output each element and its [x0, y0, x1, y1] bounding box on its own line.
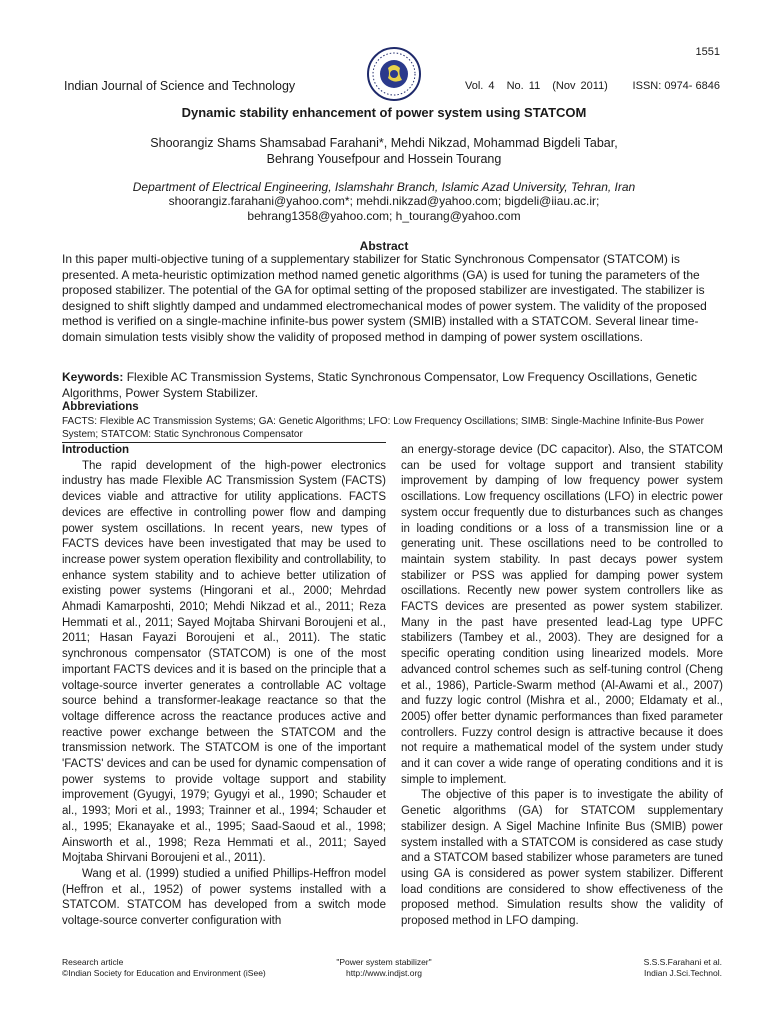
authors-line-2: Behrang Yousefpour and Hossein Tourang	[266, 151, 502, 166]
footer-right	[644, 957, 722, 979]
journal-url: http://www.indjst.org	[345, 968, 423, 978]
introduction-paragraph-1: The rapid development of the high-power electronics industry has made Flexible AC Transmission System (FACTS) devices viable and attractive for utility applications. FACTS devices are effective in controlling power flow and damping power system oscillations. In recent years, new types of FACTS devices have been investigated that may be used to increase power system operation flexibility and controllability, to enhance system stability and to achieve better utilization of existing power systems (Hingorani et al., 2000; Mehrdad Ahmadi Kamarposhti, 2010; Mehdi Nikzad et al., 2011; Reza Hemmati et al., 2011; Sayed Mojtaba Shirvani Boroujeni et al., 2011; Hasan Fayazi Boroujeni et al., 2011). The static synchronous compensator (STATCOM) is one of the most important FACTS devices and it is based on the principle that a voltage-source inverter generates a controllable AC voltage source behind a transformer-leakage reactance so that the voltage difference across the reactance produces active and reactive power exchange between the STATCOM and the transmission network. The STATCOM is one of the important 'FACTS' devices and can be used for dynamic compensation of power systems to provide voltage support and stability improvement (Gyugyi, 1979; Gyugyi et al., 1990; Schauder et al., 1993; Mori et al., 1993; Trainner et al., 1994; Schauder et al., 1995; Ekanayake et al., 1995; Saad-Saoud et al., 1998; Ainsworth et al., 1998; Reza Hemmati et al., 2011; Sayed Mojtaba Shirvani Boroujeni et al., 2011).	[62, 459, 386, 865]
journal-name: Indian Journal of Science and Technology	[64, 79, 296, 93]
page-number: 1551	[695, 46, 720, 58]
authors-line-1: Shoorangiz Shams Shamsabad Farahani*, Mehdi Nikzad, Mohammad Bigdeli Tabar,	[150, 136, 618, 150]
issue-date: (Nov 2011)	[552, 80, 608, 92]
emails-line-1: shoorangiz.farahani@yahoo.com*; mehdi.nikzad@yahoo.com; bigdeli@iiau.ac.ir;	[168, 194, 600, 208]
affiliation: Department of Electrical Engineering, Islamshahr Branch, Islamic Azad University, Tehran, Iran	[132, 180, 636, 194]
abbreviations-heading: Abbreviations	[62, 401, 139, 413]
article-type: Research article	[62, 957, 124, 967]
issn: ISSN: 0974- 6846	[632, 80, 720, 92]
introduction-paragraph-4: The objective of this paper is to investigate the ability of Genetic algorithms (GA) for STATCOM supplementary stabilizer design. A Sigel Machine Infinite Bus (SMIB) power system installed with a STATCOM is considered as case study and a STATCOM based stabilizer whose parameters are tuned using GA is considered as power system stabilizer. Different load conditions are considered to show effectiveness of the proposed method. Simulation results show the validity of proposed method in LFO damping.	[401, 789, 723, 928]
abbreviations-text: FACTS: Flexible AC Transmission Systems; GA: Genetic Algorithms; LFO: Low Frequency Oscillations; SIMB: Single-Machine Infinite-Bus Power System; STATCOM: Static Synchronous Compensator	[62, 416, 704, 440]
journal-abbrev: Indian J.Sci.Technol.	[644, 968, 722, 978]
keywords-text: Flexible AC Transmission Systems, Static Synchronous Compensator, Low Frequency Oscillations, Genetic Algorithms, Power System Stabilizer.	[62, 370, 697, 400]
paper-title: Dynamic stability enhancement of power system using STATCOM	[181, 105, 587, 120]
emails-line-2: behrang1358@yahoo.com; h_tourang@yahoo.com	[247, 209, 521, 223]
column-right	[401, 443, 723, 930]
running-title: "Power system stabilizer"	[336, 957, 432, 967]
running-authors: S.S.S.Farahani et al.	[643, 957, 722, 967]
introduction-paragraph-3: an energy-storage device (DC capacitor). Also, the STATCOM can be used for voltage support and transient stability improvement by damping of low frequency power system oscillations. Low frequency oscillations (LFO) in electric power system occur frequently due to disturbances such as changes in loading conditions or a loss of a transmission line or a generating unit. These oscillations need to be controlled to maintain system stability. In past decays power system stabilizer or PSS was applied for damping power system oscillations. Recently new power system controllers like as FACTS devices are presented as power system stabilizer. Many in the past have presented lead-Lag type UPFC stabilizers (Tambey et al., 2003). They are designed for a specific operating condition using linearized models. More advanced control schemes such as self-tuning control (Cheng et al., 1986), Particle-Swarm method (Al-Awami et al., 2007) and fuzzy logic control (Mishra et al., 2000; Eldamaty et al., 2005) offer better dynamic performances than fixed parameter controllers. Fuzzy control design is attractive because it does not require a mathematical model of the system under study and it can cover a wide range of operating conditions and it is simple to implement.	[401, 444, 723, 786]
keywords-label: Keywords:	[62, 370, 124, 384]
author-emails	[0, 194, 768, 224]
publisher: ©Indian Society for Education and Environment (iSee)	[62, 968, 266, 978]
introduction-paragraph-2: Wang et al. (1999) studied a unified Phillips-Heffron model (Heffron et al., 1952) of power systems installed with a STATCOM. STATCOM has developed from a switch mode voltage-source converter configuration with	[62, 867, 386, 928]
journal-seal-icon	[366, 46, 422, 102]
abstract-heading: Abstract	[359, 239, 409, 253]
keywords	[62, 370, 722, 401]
authors	[0, 136, 768, 167]
column-left	[62, 443, 386, 930]
issue-number: No. 11	[506, 80, 541, 92]
introduction-heading: Introduction	[62, 444, 130, 456]
volume: Vol. 4	[465, 80, 495, 92]
volume-info	[465, 80, 615, 92]
abstract-text: In this paper multi-objective tuning of a supplementary stabilizer for Static Synchronous Compensator (STATCOM) is presented. A meta-heuristic optimization method named genetic algorithms (GA) is used for tuning the parameters of the proposed stabilizer. The potential of the GA for optimal setting of the proposed stabilizer are investigated. The stabilizer is designed to shift slightly damped and undammed electromechanical modes of power system. The validity of the proposed method is verified on a single-machine infinite-bus power system (SMIB) installed with a STATCOM. Several linear time-domain simulation tests visibly show the validity of proposed method in damping of power system oscillations.	[62, 252, 707, 344]
